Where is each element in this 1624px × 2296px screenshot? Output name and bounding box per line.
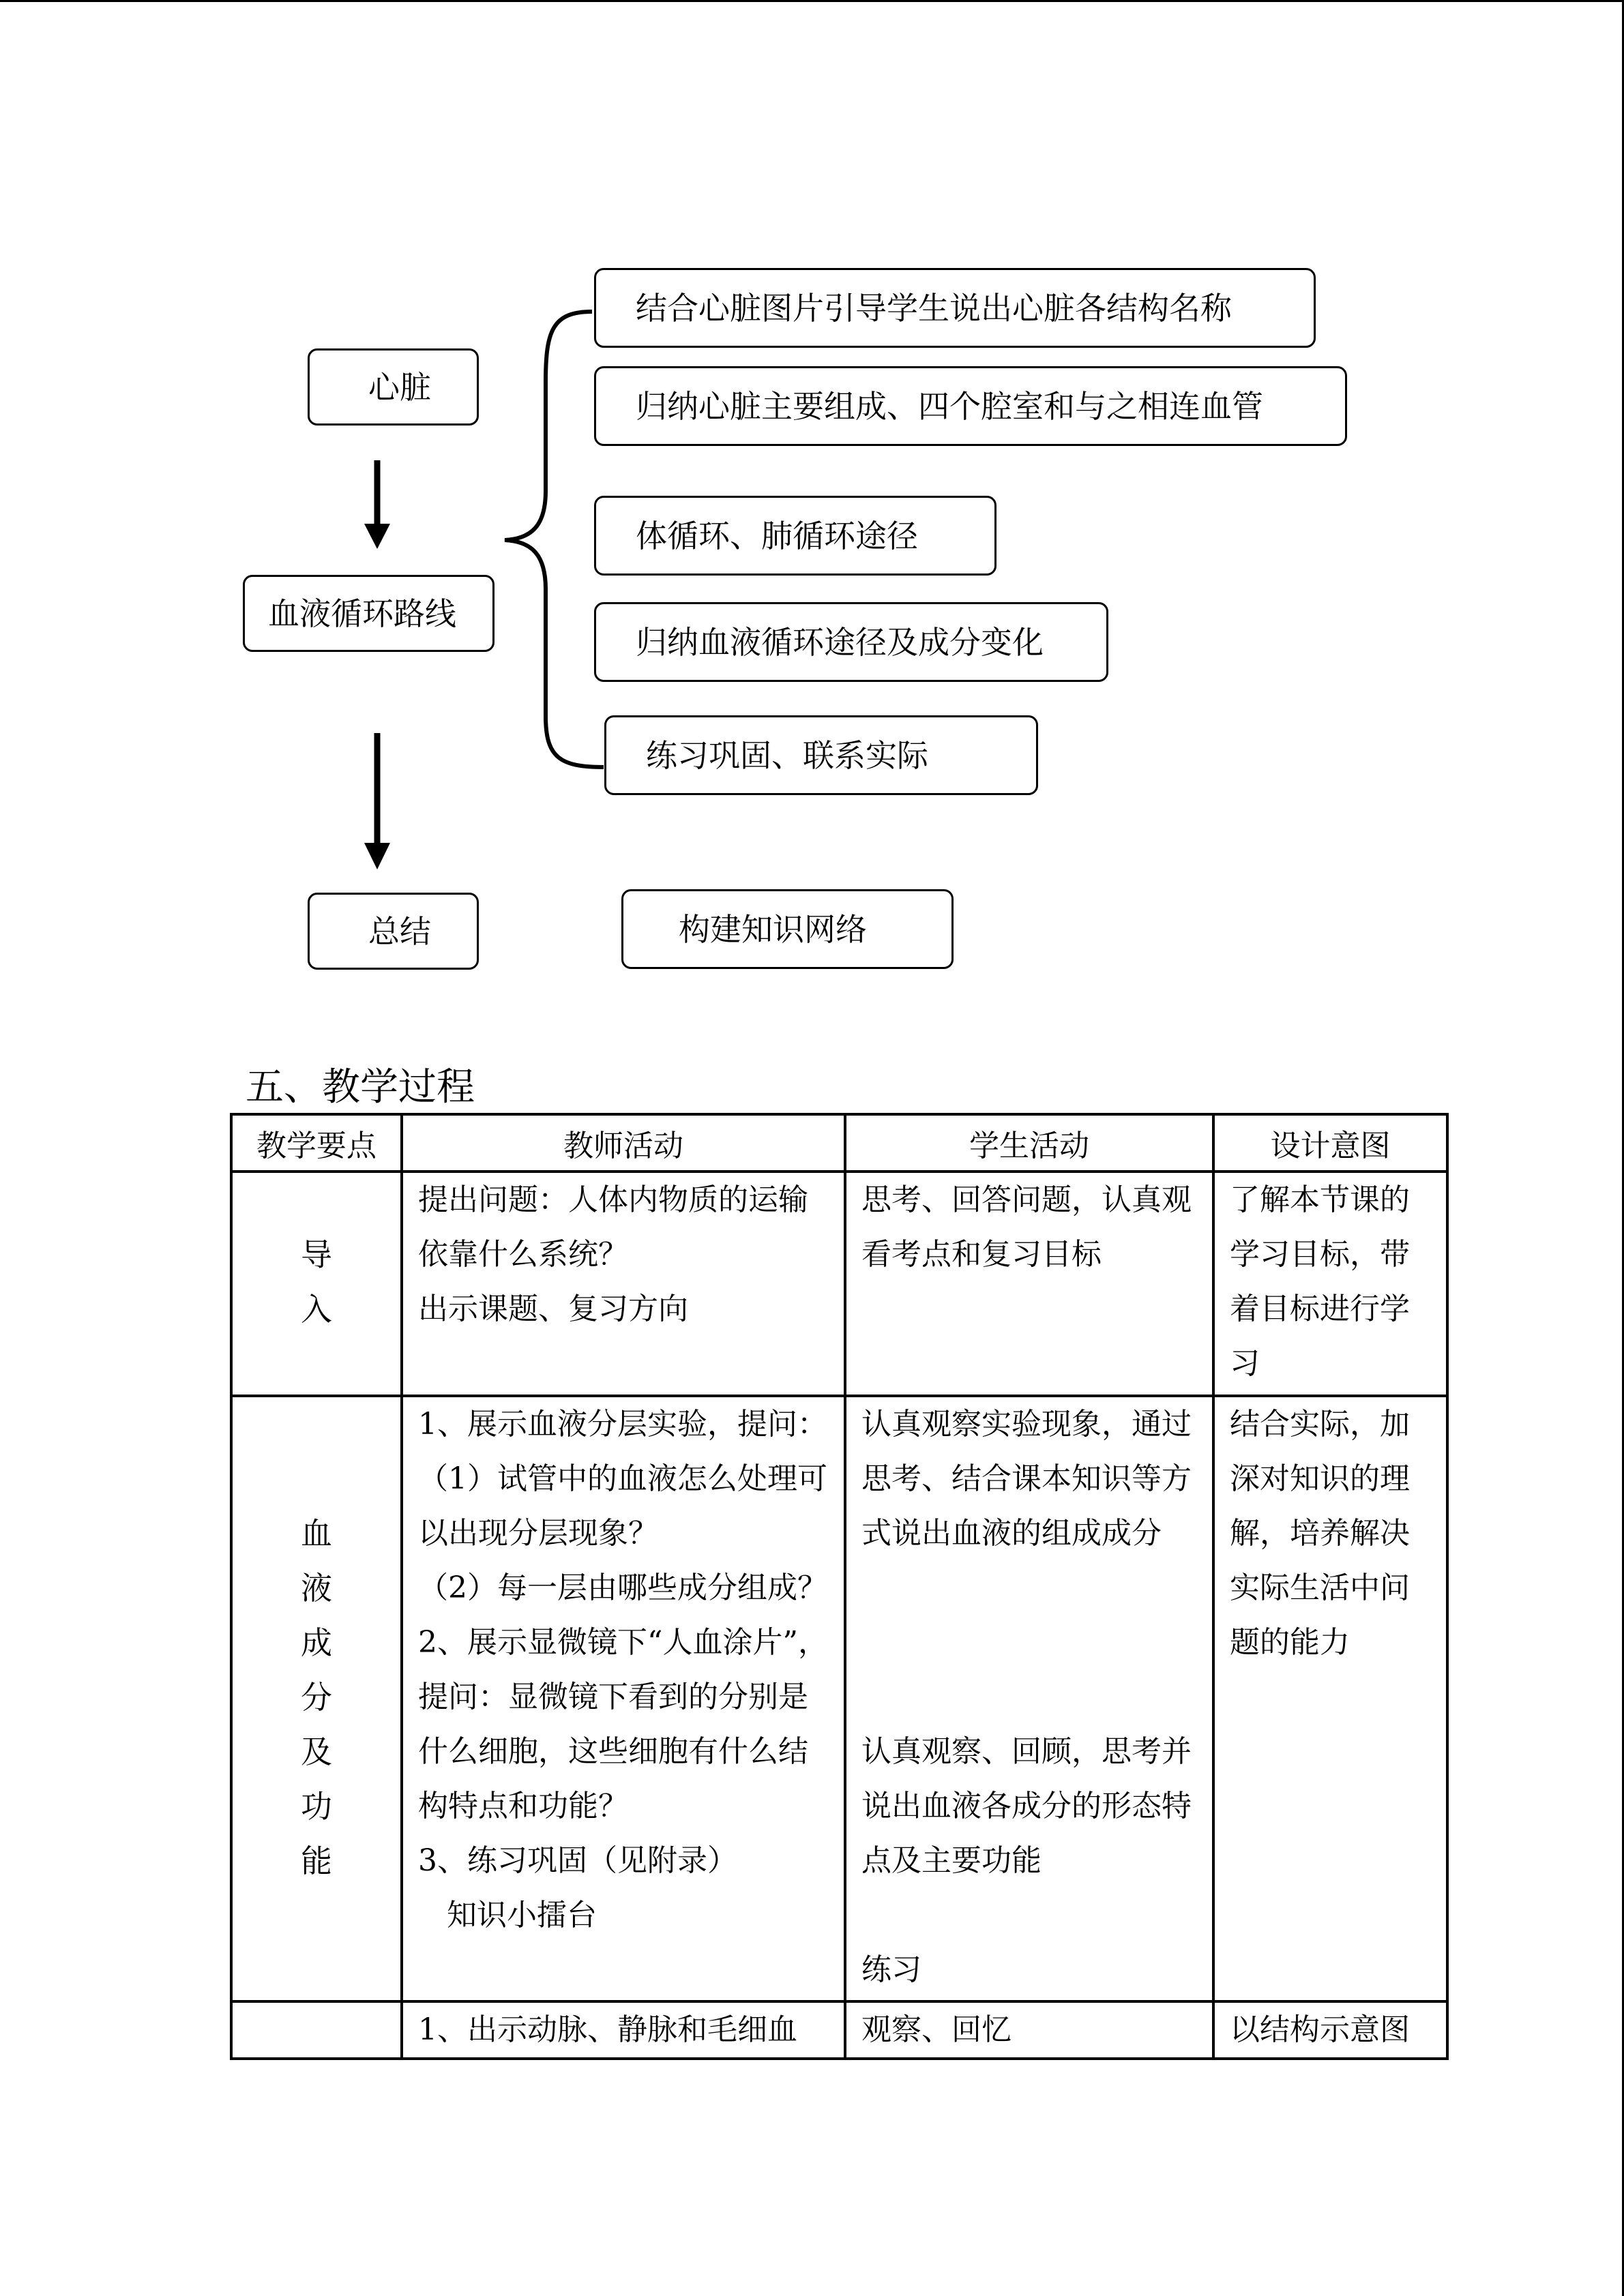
detail-heart-structure-label: 结合心脏图片引导学生说出心脏各结构名称 bbox=[636, 289, 1232, 327]
detail-circulation-changes bbox=[594, 602, 1108, 682]
header-teacher-activity: 教师活动 bbox=[402, 1114, 845, 1172]
cell-teacher-activity: 1、展示血液分层实验，提问：（1）试管中的血液怎么处理可以出现分层现象？ （2）每一层由哪些成分组成？ 2、展示显微镜下“人血涂片”，提问：显微镜下看到的分别是什么细胞，这些细胞有什么结构特点和功能？ 3、练习巩固（见附录） 知识小擂台 bbox=[402, 1396, 845, 2001]
detail-heart-structure bbox=[594, 268, 1316, 348]
cell-teaching-point bbox=[231, 2001, 402, 2059]
node-heart bbox=[308, 348, 479, 426]
cell-teaching-point: 导 入 bbox=[231, 1172, 402, 1396]
header-student-activity: 学生活动 bbox=[845, 1114, 1213, 1172]
node-summary bbox=[308, 893, 479, 970]
arrow-route-to-summary bbox=[364, 733, 390, 869]
teaching-process-table bbox=[230, 1113, 1449, 2060]
detail-circulation-paths bbox=[594, 496, 996, 576]
detail-practice bbox=[604, 715, 1038, 795]
table-row bbox=[231, 1172, 1447, 1396]
detail-practice-label: 练习巩固、联系实际 bbox=[646, 736, 928, 774]
detail-knowledge-network bbox=[621, 889, 954, 969]
cell-design-intent: 了解本节课的学习目标，带着目标进行学习 bbox=[1213, 1172, 1447, 1396]
cell-student-activity: 观察、回忆 bbox=[845, 2001, 1213, 2059]
node-circulation-route bbox=[243, 575, 494, 652]
arrow-heart-to-route bbox=[364, 460, 390, 549]
cell-student-activity: 思考、回答问题，认真观看考点和复习目标 bbox=[845, 1172, 1213, 1396]
cell-student-activity: 认真观察实验现象，通过思考、结合课本知识等方式说出血液的组成成分 认真观察、回顾，思考并说出血液各成分的形态特点及主要功能 练习 bbox=[845, 1396, 1213, 2001]
section-title: 五、教学过程 bbox=[246, 1065, 475, 1109]
detail-heart-composition bbox=[594, 366, 1347, 446]
detail-circulation-paths-label: 体循环、肺循环途径 bbox=[636, 517, 918, 554]
cell-teaching-point: 血 液 成 分 及 功 能 bbox=[231, 1396, 402, 2001]
header-design-intent: 设计意图 bbox=[1213, 1114, 1447, 1172]
table-row bbox=[231, 1396, 1447, 2001]
cell-design-intent: 结合实际，加深对知识的理解，培养解决实际生活中问题的能力 bbox=[1213, 1396, 1447, 2001]
node-circulation-route-label: 血液循环路线 bbox=[268, 595, 456, 632]
cell-teacher-activity: 1、出示动脉、静脉和毛细血 bbox=[402, 2001, 845, 2059]
node-summary-label: 总结 bbox=[368, 912, 431, 950]
cell-design-intent: 以结构示意图 bbox=[1213, 2001, 1447, 2059]
table-header-row bbox=[231, 1114, 1447, 1172]
table-row bbox=[231, 2001, 1447, 2059]
cell-teacher-activity: 提出问题：人体内物质的运输依靠什么系统？ 出示课题、复习方向 bbox=[402, 1172, 845, 1396]
node-heart-label: 心脏 bbox=[368, 368, 431, 406]
header-teaching-point: 教学要点 bbox=[231, 1114, 402, 1172]
curly-brace bbox=[505, 312, 604, 767]
detail-heart-composition-label: 归纳心脏主要组成、四个腔室和与之相连血管 bbox=[636, 387, 1263, 425]
detail-knowledge-network-label: 构建知识网络 bbox=[679, 910, 867, 948]
detail-circulation-changes-label: 归纳血液循环途径及成分变化 bbox=[636, 623, 1044, 661]
